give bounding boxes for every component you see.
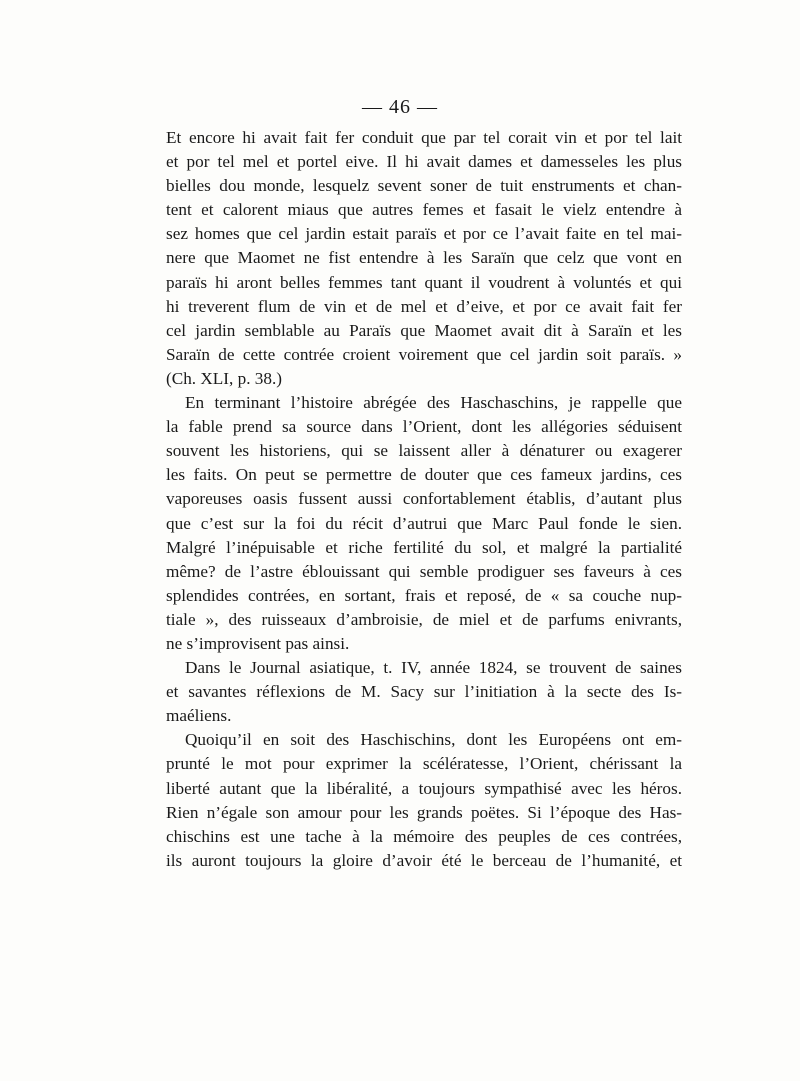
text-line: cel jardin semblable au Paraïs que Maomet avait dit à Saraïn et les bbox=[166, 320, 682, 340]
text-line: chischins est une tache à la mémoire des peuples de ces contrées, bbox=[166, 826, 682, 846]
text-line: ils auront toujours la gloire d’avoir été le berceau de l’humanité, et bbox=[166, 850, 682, 870]
text-line: Malgré l’inépuisable et riche fertilité du sol, et malgré la partialité bbox=[166, 537, 682, 557]
text-line: prunté le mot pour exprimer la scélératesse, l’Orient, chérissant la bbox=[166, 754, 682, 774]
text-line: tent et calorent miaus que autres femes et fasait le vielz entendre à bbox=[166, 200, 682, 220]
text-line: vaporeuses oasis fussent aussi confortablement établis, d’autant plus bbox=[166, 489, 682, 509]
text-line: nere que Maomet ne fist entendre à les Saraïn que celz que vont en bbox=[166, 248, 682, 268]
text-line: Et encore hi avait fait fer conduit que par tel corait vin et por tel lait bbox=[166, 128, 682, 147]
text-line: Saraïn de cette contrée croient voirement que cel jardin soit paraïs. » bbox=[166, 344, 682, 364]
text-line: hi treverent flum de vin et de mel et d’eive, et por ce avait fait fer bbox=[166, 296, 682, 316]
text-line: (Ch. XLI, p. 38.) bbox=[166, 368, 282, 388]
text-line: Dans le Journal asiatique, t. IV, année 1824, se trouvent de saines bbox=[185, 658, 682, 678]
text-line: les faits. On peut se permettre de douter que ces fameux jardins, ces bbox=[166, 465, 682, 485]
text-line: ne s’improvisent pas ainsi. bbox=[166, 633, 350, 653]
text-line: Quoiqu’il en soit des Haschischins, dont les Européens ont em- bbox=[185, 730, 682, 750]
text-line: et savantes réflexions de M. Sacy sur l’initiation à la secte des Is- bbox=[166, 682, 682, 702]
text-line: splendides contrées, en sortant, frais et reposé, de « sa couche nup- bbox=[166, 585, 682, 605]
text-line: En terminant l’histoire abrégée des Haschaschins, je rappelle que bbox=[185, 393, 682, 413]
body-text bbox=[166, 126, 682, 873]
text-line: souvent les historiens, qui se laissent aller à dénaturer ou exagerer bbox=[166, 441, 682, 461]
text-line: liberté autant que la libéralité, a toujours sympathisé avec les héros. bbox=[166, 778, 682, 798]
text-line: tiale », des ruisseaux d’ambroisie, de miel et de parfums enivrants, bbox=[166, 609, 682, 629]
text-line: la fable prend sa source dans l’Orient, dont les allégories séduisent bbox=[166, 417, 682, 437]
text-line: Rien n’égale son amour pour les grands poëtes. Si l’époque des Has- bbox=[166, 802, 682, 822]
text-line: paraïs hi aront belles femmes tant quant il voudrent à voluntés et qui bbox=[166, 272, 682, 292]
text-line: que c’est sur la foi du récit d’autrui que Marc Paul fonde le sien. bbox=[166, 513, 682, 533]
text-line: maéliens. bbox=[166, 706, 232, 726]
text-line: même? de l’astre éblouissant qui semble prodiguer ses faveurs à ces bbox=[166, 561, 682, 581]
text-line: sez homes que cel jardin estait paraïs et por ce l’avait faite en tel mai- bbox=[166, 224, 682, 244]
text-line: et por tel mel et portel eive. Il hi avait dames et damesseles les plus bbox=[166, 152, 682, 172]
page-number: — 46 — bbox=[362, 96, 438, 118]
text-line: bielles dou monde, lesquelz sevent soner de tuit enstruments et chan- bbox=[166, 176, 682, 196]
